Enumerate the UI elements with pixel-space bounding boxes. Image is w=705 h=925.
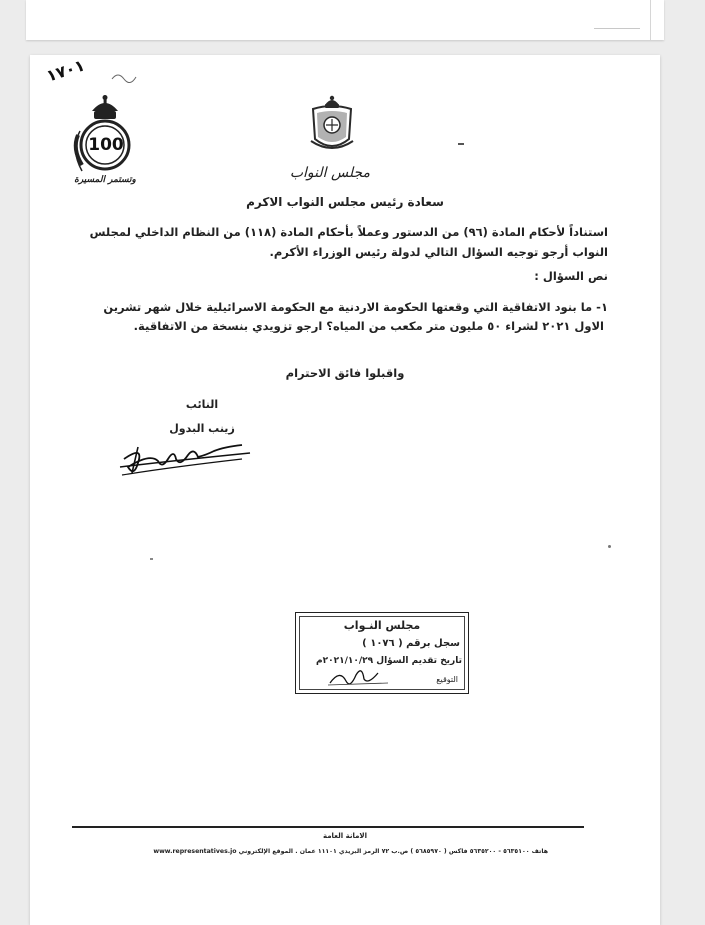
scan-speck: [608, 545, 611, 548]
stamp-title: مجلس النـواب: [343, 619, 421, 632]
scan-speck: [150, 558, 153, 560]
stamp-signature-label: التوقيع: [436, 675, 458, 684]
previous-page-rule: [594, 28, 640, 29]
salutation: سعادة رئيس مجلس النواب الاكرم: [246, 195, 444, 209]
anniversary-logo: [68, 95, 140, 195]
question-heading: نص السؤال :: [534, 269, 608, 283]
question-line-1: ١- ما بنود الاتفاقية التي وقعتها الحكومة الاردنية مع الحكومة الاسرائيلية خلال شهر تشرين: [103, 300, 608, 314]
signer-name: زينب البدول: [169, 422, 235, 435]
signer-title: النائب: [185, 398, 219, 411]
corner-scribble: [110, 69, 150, 85]
registration-stamp: [295, 612, 469, 694]
intro-line-1: استناداً لأحكام المادة (٩٦) من الدستور وعملاً بأحكام المادة (١١٨) من النظام الداخلي لمجلس: [89, 225, 608, 239]
previous-page-margin-line: [650, 0, 651, 40]
handwritten-signature: [116, 437, 256, 485]
coat-of-arms-icon: [307, 95, 357, 151]
footer-rule: [72, 826, 584, 828]
document-page: [30, 55, 660, 925]
anniversary-number: 100: [88, 135, 124, 155]
stamp-ref-line: سجل برقم ( ١٠٧٦ ): [362, 638, 460, 649]
question-line-2: الاول ٢٠٢١ لشراء ٥٠ مليون متر مكعب من المياه؟ ارجو تزويدي بنسخة من الاتفاقية.: [133, 319, 604, 333]
dot-mark: [458, 143, 464, 145]
closing: واقبلوا فائق الاحترام: [285, 366, 405, 380]
previous-page: [26, 0, 664, 40]
stamp-date-line: تاريخ تقديم السؤال ٢٠٢١/١٠/٢٩م: [316, 656, 462, 666]
footer-contact: هاتف ٥٦٣٥١٠٠ - ٥٦٣٥٢٠٠ فاكس ( ٥٦٨٥٩٧٠ ) ص.ب ٧٢ الرمز البريدي ١١١٠١ عمان . الموقع الإلكتروني www.representatives.jo: [153, 848, 548, 855]
stamp-signature-scribble: [326, 667, 396, 689]
corner-number: ١٧٠١: [44, 55, 88, 86]
intro-line-2: النواب أرجو توجيه السؤال التالي لدولة رئيس الوزراء الأكرم.: [269, 245, 608, 259]
institution-signature: مجلس النواب: [289, 165, 370, 181]
footer-small-title: الامانة العامة: [322, 832, 368, 840]
anniversary-caption: وتستمر المسيرة: [74, 175, 136, 185]
